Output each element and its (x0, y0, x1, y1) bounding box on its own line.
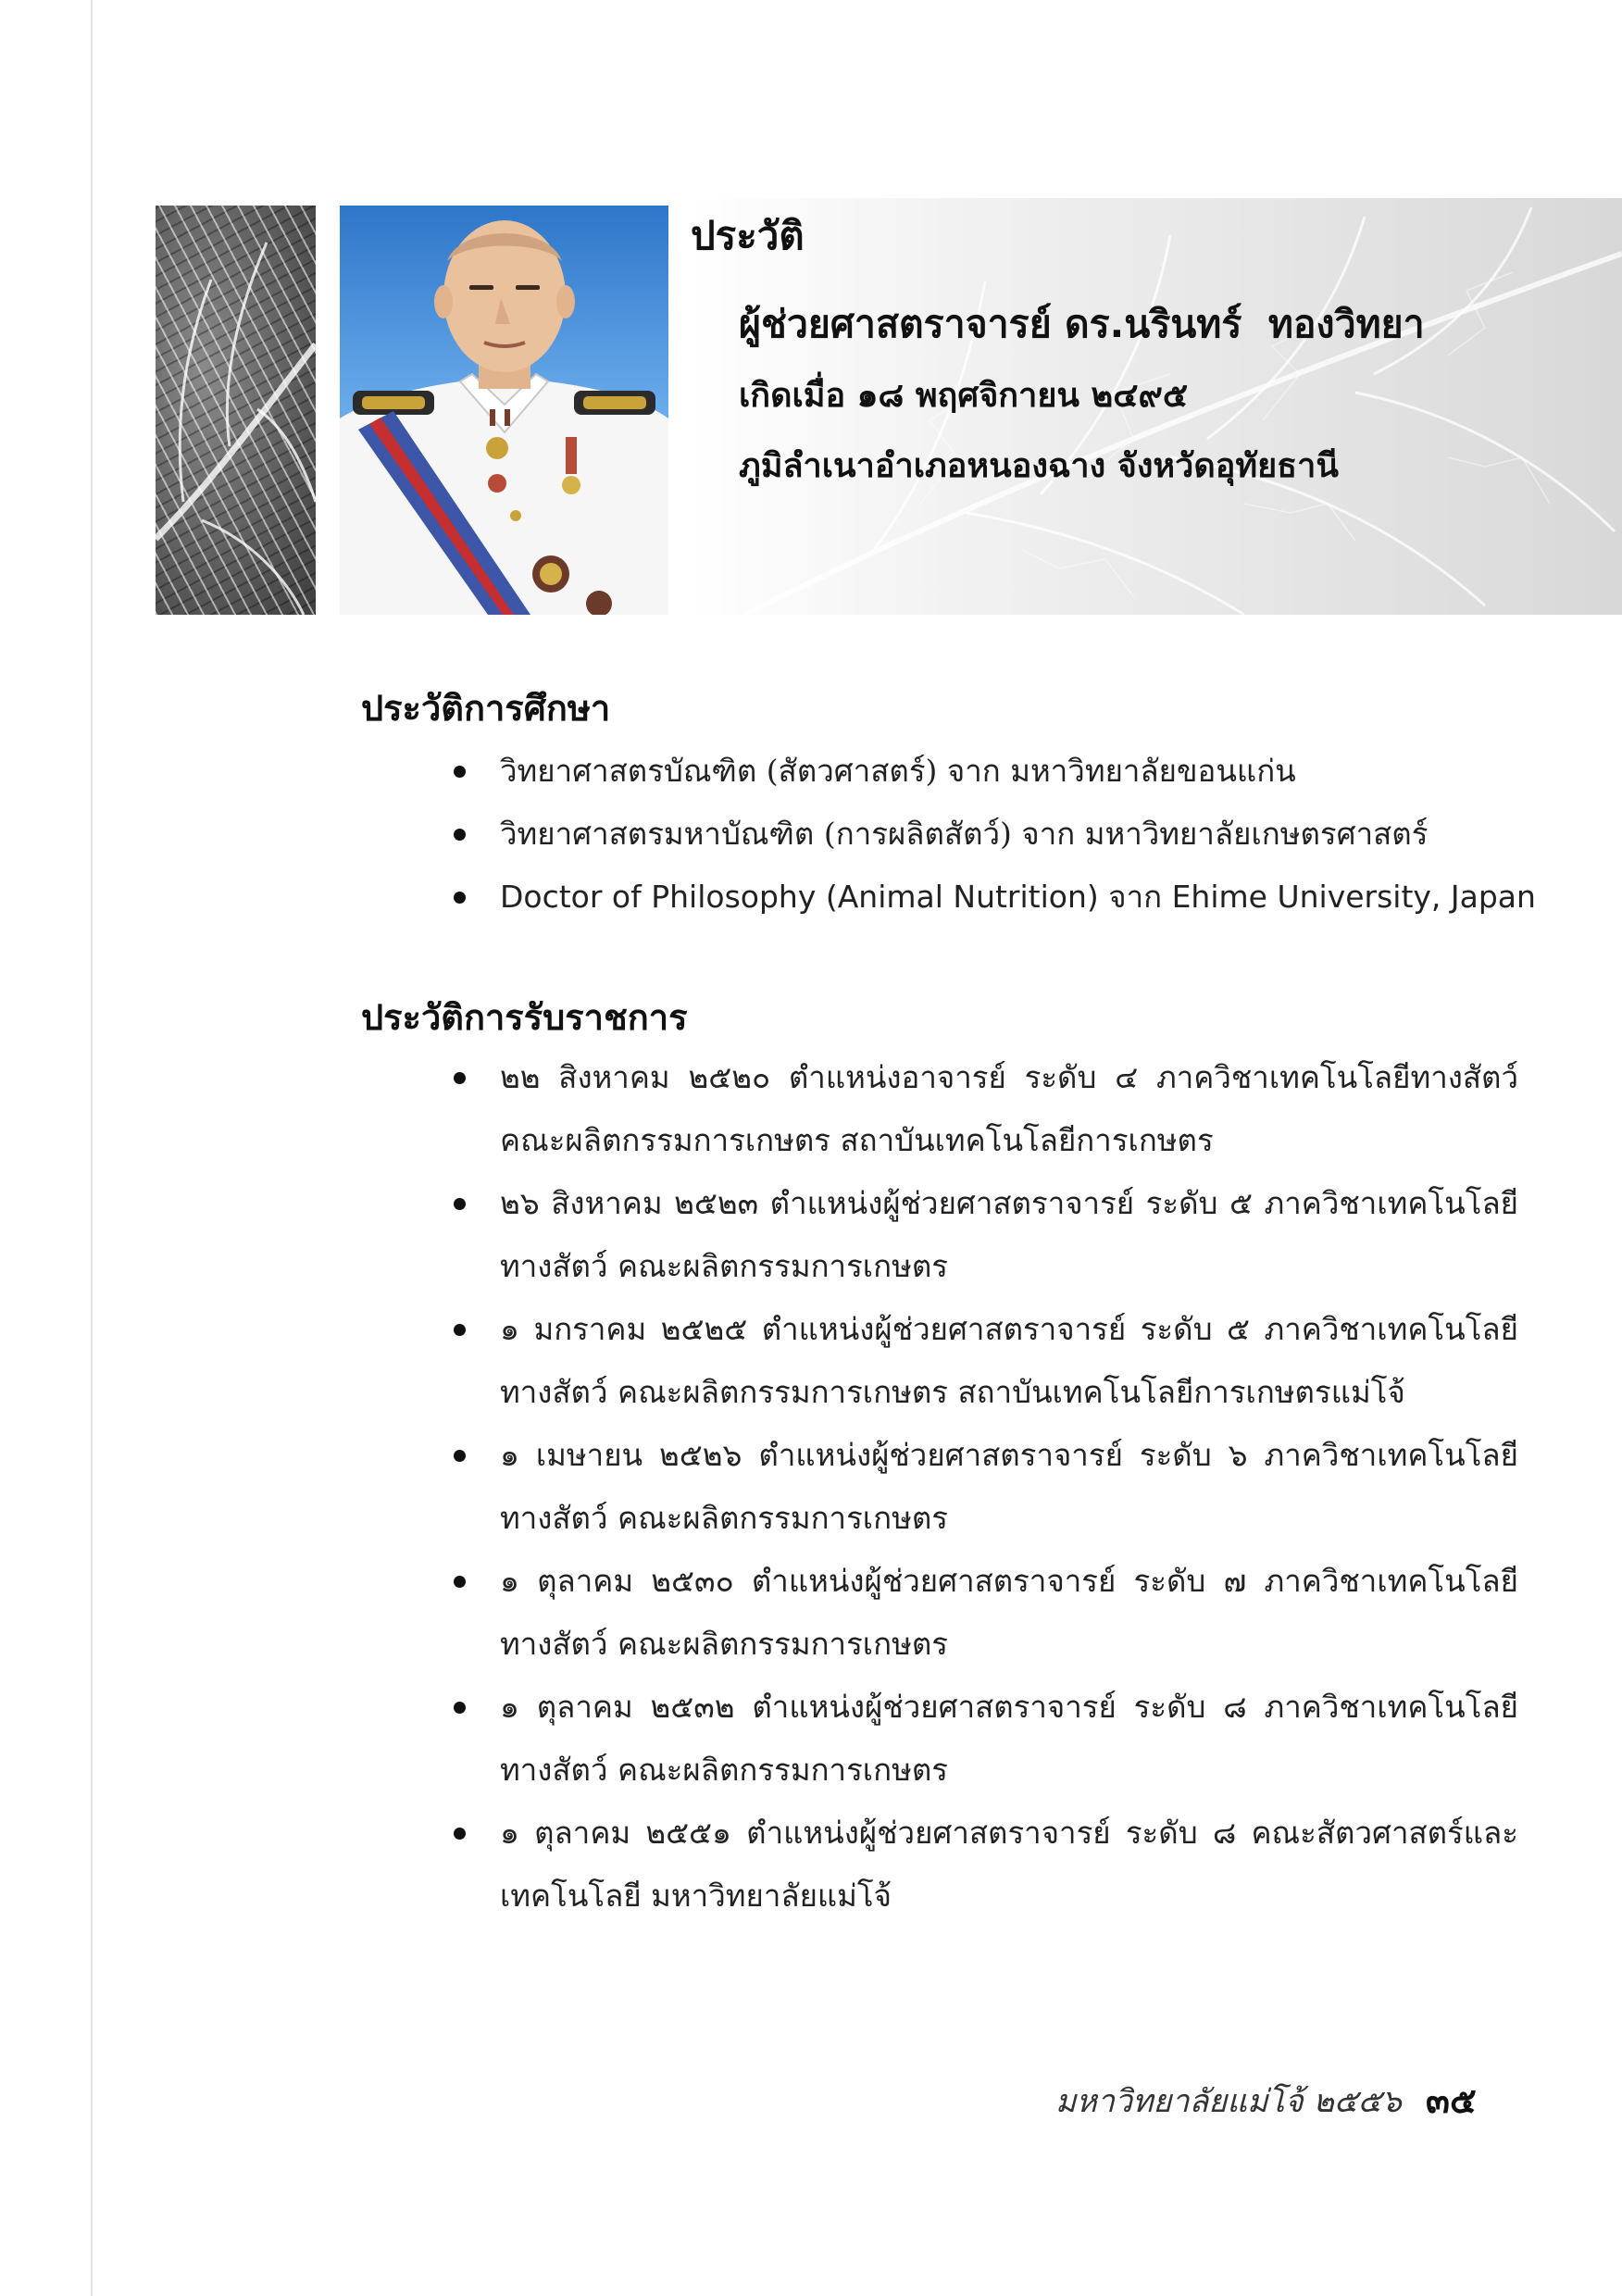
career-item-text: ๒๖ สิงหาคม ๒๕๒๓ ตำแหน่งผู้ช่วยศาสตราจารย์ ระดับ ๕ ภาควิชาเทคโนโลยีทางสัตว์ คณะผลิตกรรมการเกษตร (500, 1185, 1518, 1284)
bullet-icon (454, 1450, 466, 1462)
bullet-icon (454, 1828, 466, 1840)
career-heading: ประวัติการรับราชการ (361, 997, 688, 1038)
career-item-text: ๒๒ สิงหาคม ๒๕๒๐ ตำแหน่งอาจารย์ ระดับ ๔ ภาควิชาเทคโนโลยีทางสัตว์ คณะผลิตกรรมการเกษตร สถาบันเทคโนโลยีการเกษตร (500, 1059, 1518, 1158)
birth-date: เกิดเมื่อ ๑๘ พฤศจิกายน ๒๔๙๕ (739, 377, 1189, 415)
education-item-text: วิทยาศาสตรมหาบัณฑิต (การผลิตสัตว์) จาก มหาวิทยาลัยเกษตรศาสตร์ (500, 816, 1429, 852)
hometown: ภูมิลำเนาอำเภอหนองฉาง จังหวัดอุทัยธานี (739, 447, 1339, 485)
career-item (454, 1676, 1518, 1802)
career-item-text: ๑ ตุลาคม ๒๕๓๒ ตำแหน่งผู้ช่วยศาสตราจารย์ ระดับ ๘ ภาควิชาเทคโนโลยีทางสัตว์ คณะผลิตกรรมการเกษตร (500, 1689, 1518, 1788)
career-item (454, 1424, 1518, 1550)
bullet-icon (454, 766, 466, 778)
bullet-icon (454, 1198, 466, 1210)
career-item-text: ๑ ตุลาคม ๒๕๕๑ ตำแหน่งผู้ช่วยศาสตราจารย์ ระดับ ๘ คณะสัตวศาสตร์และเทคโนโลยี มหาวิทยาลัยแม่โจ้ (500, 1815, 1518, 1914)
education-item-text: วิทยาศาสตรบัณฑิต (สัตวศาสตร์) จาก มหาวิทยาลัยขอนแก่น (500, 753, 1296, 789)
portrait-photo (340, 206, 668, 615)
bullet-icon (454, 1072, 466, 1084)
education-list (454, 741, 1536, 930)
education-item (454, 804, 1518, 867)
scan-edge (91, 0, 93, 2296)
career-item-text: ๑ มกราคม ๒๕๒๕ ตำแหน่งผู้ช่วยศาสตราจารย์ ระดับ ๕ ภาควิชาเทคโนโลยีทางสัตว์ คณะผลิตกรรมการเกษตร สถาบันเทคโนโลยีการเกษตรแม่โจ้ (500, 1311, 1518, 1410)
page-number: ๓๕ (1426, 2080, 1477, 2121)
education-heading: ประวัติการศึกษา (361, 688, 611, 729)
education-item-text: Doctor of Philosophy (Animal Nutrition) จาก Ehime University, Japan (500, 879, 1536, 915)
bullet-icon (454, 1576, 466, 1588)
bullet-icon (454, 1702, 466, 1714)
career-item (454, 1298, 1518, 1424)
career-item (454, 1172, 1518, 1298)
career-list (454, 1046, 1518, 1928)
career-item (454, 1550, 1518, 1676)
career-item (454, 1046, 1518, 1172)
bullet-icon (454, 1324, 466, 1336)
biography-title: ประวัติ (691, 213, 805, 258)
bullet-icon (454, 829, 466, 841)
person-name: ผู้ช่วยศาสตราจารย์ ดร.นรินทร์ ทองวิทยา (739, 302, 1425, 346)
education-item (454, 741, 1518, 804)
leaf-texture-strip (156, 206, 316, 615)
career-item-text: ๑ เมษายน ๒๕๒๖ ตำแหน่งผู้ช่วยศาสตราจารย์ ระดับ ๖ ภาควิชาเทคโนโลยีทางสัตว์ คณะผลิตกรรมการเกษตร (500, 1437, 1518, 1536)
education-item (454, 867, 1536, 930)
career-item (454, 1802, 1518, 1928)
footer-publication: มหาวิทยาลัยแม่โจ้ ๒๕๕๖ (1055, 2083, 1402, 2120)
career-item-text: ๑ ตุลาคม ๒๕๓๐ ตำแหน่งผู้ช่วยศาสตราจารย์ ระดับ ๗ ภาควิชาเทคโนโลยีทางสัตว์ คณะผลิตกรรมการเกษตร (500, 1563, 1518, 1662)
bullet-icon (454, 892, 466, 904)
